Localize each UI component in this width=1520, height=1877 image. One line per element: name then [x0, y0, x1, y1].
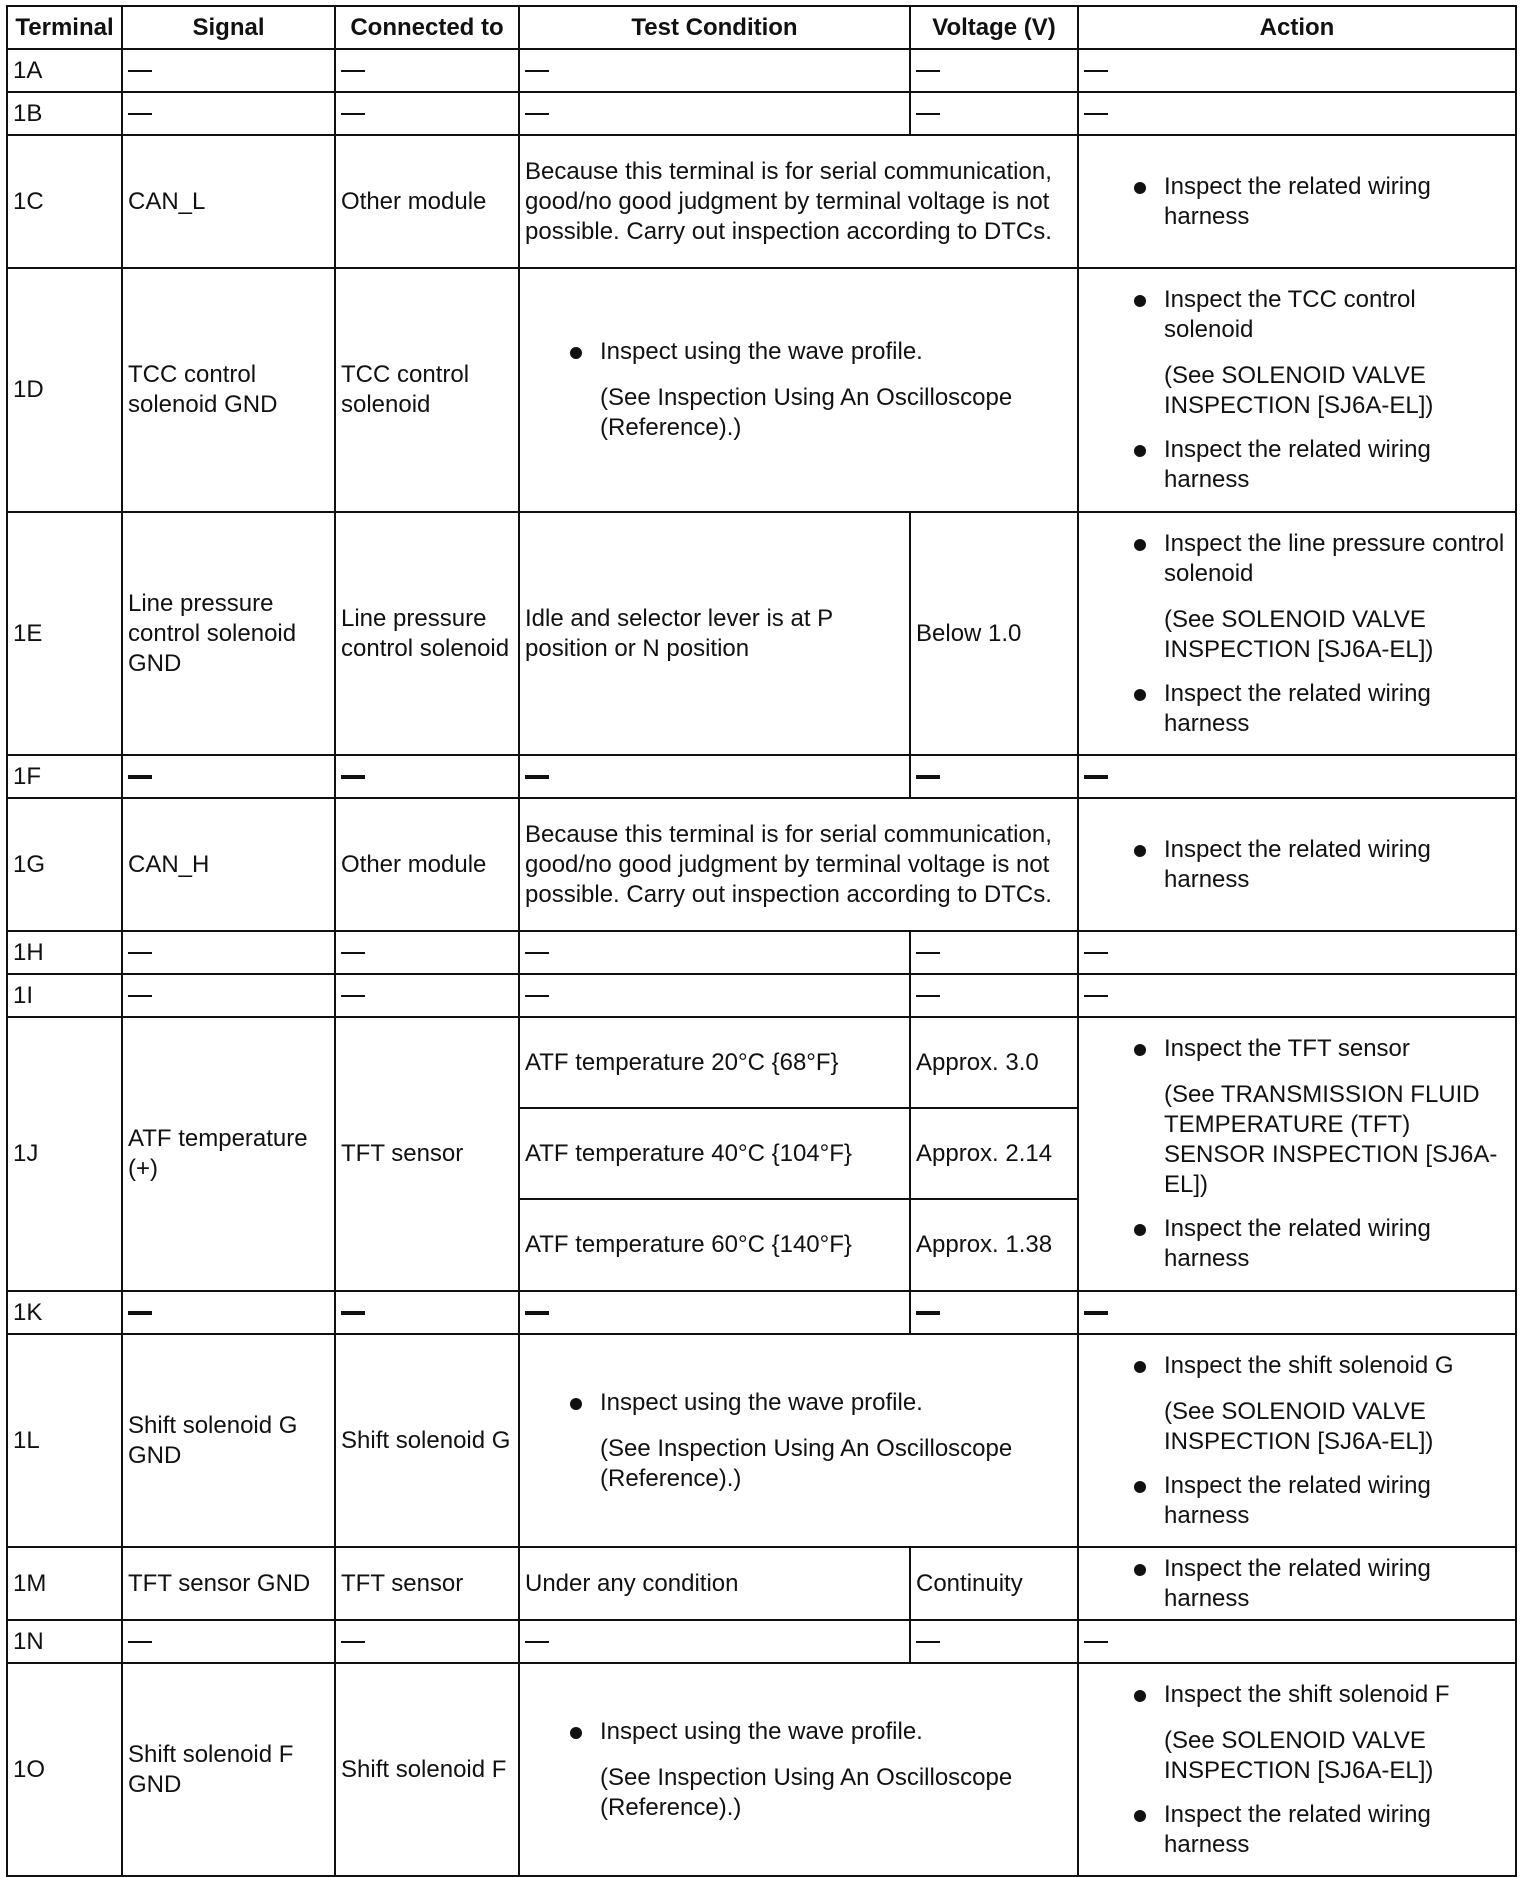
terminal-cell: 1N	[7, 1620, 122, 1663]
condition-cell: Because this terminal is for serial communication, good/no good judgment by terminal voltage is not possible. Carry out inspection according to DTCs.	[519, 135, 1078, 268]
voltage-cell	[910, 755, 1078, 798]
voltage-cell	[910, 974, 1078, 1017]
condition-cell	[519, 1620, 910, 1663]
action-list	[1084, 835, 1511, 895]
voltage-cell: Approx. 3.0	[910, 1017, 1078, 1108]
table-row	[7, 1620, 1516, 1663]
terminal-cell: 1L	[7, 1334, 122, 1547]
empty-dash	[916, 1641, 940, 1643]
header-terminal: Terminal	[7, 6, 122, 49]
empty-dash	[525, 995, 549, 997]
oscilloscope-reference: (See Inspection Using An Oscilloscope (Reference).)	[600, 1434, 1013, 1492]
empty-dash	[341, 1311, 365, 1315]
empty-dash	[916, 995, 940, 997]
action-item	[1164, 1034, 1511, 1200]
empty-dash	[916, 1311, 940, 1315]
action-cell	[1078, 1334, 1516, 1547]
terminal-cell: 1H	[7, 931, 122, 974]
table-row	[7, 135, 1516, 268]
table-row	[7, 1547, 1516, 1620]
voltage-cell: Below 1.0	[910, 512, 1078, 755]
action-cell	[1078, 268, 1516, 512]
action-item	[1164, 285, 1511, 421]
condition-cell: Under any condition	[519, 1547, 910, 1620]
connected-cell: Other module	[335, 798, 519, 931]
condition-cell	[519, 1663, 1078, 1876]
action-list	[1084, 1680, 1511, 1860]
action-text: Inspect the TCC control solenoid	[1164, 286, 1416, 343]
signal-cell: TFT sensor GND	[122, 1547, 335, 1620]
connected-cell	[335, 931, 519, 974]
action-item: Inspect the related wiring harness	[1164, 1800, 1511, 1860]
signal-cell	[122, 931, 335, 974]
condition-text: Inspect using the wave profile.	[600, 1388, 923, 1416]
empty-dash	[1084, 1311, 1108, 1315]
empty-dash	[128, 113, 152, 115]
condition-text: Inspect using the wave profile.	[600, 338, 923, 365]
connected-cell	[335, 1620, 519, 1663]
terminal-cell: 1D	[7, 268, 122, 512]
terminal-cell: 1M	[7, 1547, 122, 1620]
terminal-cell: 1C	[7, 135, 122, 268]
terminal-cell: 1F	[7, 755, 122, 798]
action-text: Inspect the TFT sensor	[1164, 1035, 1410, 1062]
signal-cell: Shift solenoid G GND	[122, 1334, 335, 1547]
solenoid-inspection-reference: (See SOLENOID VALVE INSPECTION [SJ6A-EL])	[1164, 1726, 1434, 1784]
voltage-cell: Continuity	[910, 1547, 1078, 1620]
action-item	[1164, 1351, 1511, 1457]
connected-cell	[335, 92, 519, 135]
empty-dash	[525, 70, 549, 72]
header-voltage: Voltage (V)	[910, 6, 1078, 49]
terminal-cell: 1O	[7, 1663, 122, 1876]
solenoid-inspection-reference: (See SOLENOID VALVE INSPECTION [SJ6A-EL])	[1164, 1397, 1434, 1455]
terminal-cell: 1A	[7, 49, 122, 92]
empty-dash	[916, 775, 940, 779]
voltage-cell	[910, 931, 1078, 974]
header-signal: Signal	[122, 6, 335, 49]
condition-cell: ATF temperature 40°C {104°F}	[519, 1108, 910, 1199]
condition-cell	[519, 931, 910, 974]
connected-cell: Shift solenoid F	[335, 1663, 519, 1876]
condition-item	[600, 1717, 1073, 1823]
connected-cell: TCC control solenoid	[335, 268, 519, 512]
condition-cell	[519, 49, 910, 92]
header-action: Action	[1078, 6, 1516, 49]
empty-dash	[1084, 113, 1108, 115]
tft-inspection-reference: (See TRANSMISSION FLUID TEMPERATURE (TFT) SENSOR INSPECTION [SJ6A-EL])	[1164, 1081, 1498, 1198]
empty-dash	[341, 113, 365, 115]
table-row	[7, 974, 1516, 1017]
table-row	[7, 49, 1516, 92]
connected-cell	[335, 49, 519, 92]
solenoid-inspection-reference: (See SOLENOID VALVE INSPECTION [SJ6A-EL])	[1164, 605, 1434, 663]
action-item: Inspect the related wiring harness	[1164, 835, 1511, 895]
signal-cell	[122, 49, 335, 92]
condition-list	[525, 1388, 1073, 1494]
condition-cell	[519, 268, 1078, 512]
table-row	[7, 1017, 1516, 1108]
voltage-cell: Approx. 1.38	[910, 1199, 1078, 1291]
condition-cell: ATF temperature 20°C {68°F}	[519, 1017, 910, 1108]
connected-cell: Other module	[335, 135, 519, 268]
signal-cell	[122, 1620, 335, 1663]
terminal-cell: 1B	[7, 92, 122, 135]
condition-cell	[519, 1334, 1078, 1547]
voltage-cell	[910, 1620, 1078, 1663]
connected-cell: Line pressure control solenoid	[335, 512, 519, 755]
connected-cell: TFT sensor	[335, 1017, 519, 1291]
signal-cell: Shift solenoid F GND	[122, 1663, 335, 1876]
condition-cell	[519, 755, 910, 798]
empty-dash	[341, 1641, 365, 1643]
action-item: Inspect the related wiring harness	[1164, 1471, 1511, 1531]
action-cell	[1078, 1620, 1516, 1663]
terminal-cell: 1G	[7, 798, 122, 931]
terminal-table	[6, 5, 1517, 1877]
action-item: Inspect the related wiring harness	[1164, 1554, 1511, 1614]
signal-cell	[122, 974, 335, 1017]
empty-dash	[525, 1311, 549, 1315]
table-row	[7, 931, 1516, 974]
connected-cell	[335, 1291, 519, 1334]
action-list	[1084, 1554, 1511, 1614]
signal-cell	[122, 755, 335, 798]
table-row	[7, 798, 1516, 931]
empty-dash	[341, 70, 365, 72]
signal-cell: CAN_H	[122, 798, 335, 931]
action-cell	[1078, 1547, 1516, 1620]
empty-dash	[1084, 952, 1108, 954]
action-item: Inspect the related wiring harness	[1164, 679, 1511, 739]
connected-cell: TFT sensor	[335, 1547, 519, 1620]
signal-cell: CAN_L	[122, 135, 335, 268]
action-cell	[1078, 512, 1516, 755]
condition-cell	[519, 974, 910, 1017]
condition-text: Inspect using the wave profile.	[600, 1717, 923, 1745]
solenoid-inspection-reference: (See SOLENOID VALVE INSPECTION [SJ6A-EL])	[1164, 362, 1434, 419]
action-cell	[1078, 92, 1516, 135]
action-text: Inspect the shift solenoid F	[1164, 1680, 1450, 1708]
empty-dash	[128, 1311, 152, 1315]
empty-dash	[916, 113, 940, 115]
connected-cell: Shift solenoid G	[335, 1334, 519, 1547]
table-row	[7, 1663, 1516, 1876]
terminal-cell: 1E	[7, 512, 122, 755]
action-cell	[1078, 798, 1516, 931]
action-cell	[1078, 755, 1516, 798]
condition-list	[525, 337, 1073, 443]
terminal-cell: 1K	[7, 1291, 122, 1334]
empty-dash	[341, 952, 365, 954]
action-cell	[1078, 931, 1516, 974]
empty-dash	[341, 775, 365, 779]
oscilloscope-reference: (See Inspection Using An Oscilloscope (Reference).)	[600, 384, 1013, 441]
action-list	[1084, 1351, 1511, 1531]
table-row	[7, 1291, 1516, 1334]
empty-dash	[1084, 70, 1108, 72]
signal-cell: ATF temperature (+)	[122, 1017, 335, 1291]
empty-dash	[1084, 995, 1108, 997]
condition-cell: Because this terminal is for serial communication, good/no good judgment by terminal voltage is not possible. Carry out inspection according to DTCs.	[519, 798, 1078, 931]
action-list	[1084, 1034, 1511, 1274]
signal-cell	[122, 92, 335, 135]
signal-cell: TCC control solenoid GND	[122, 268, 335, 512]
condition-list	[525, 1717, 1073, 1823]
terminal-cell: 1J	[7, 1017, 122, 1291]
action-cell	[1078, 49, 1516, 92]
action-list	[1084, 172, 1511, 232]
empty-dash	[916, 70, 940, 72]
connected-cell	[335, 974, 519, 1017]
empty-dash	[128, 952, 152, 954]
action-cell	[1078, 974, 1516, 1017]
empty-dash	[128, 775, 152, 779]
action-cell	[1078, 1663, 1516, 1876]
action-item: Inspect the related wiring harness	[1164, 435, 1511, 495]
voltage-cell: Approx. 2.14	[910, 1108, 1078, 1199]
table-row	[7, 92, 1516, 135]
condition-item	[600, 1388, 1073, 1494]
signal-cell	[122, 1291, 335, 1334]
empty-dash	[525, 952, 549, 954]
voltage-cell	[910, 49, 1078, 92]
action-text: Inspect the line pressure control solenoid	[1164, 529, 1505, 587]
empty-dash	[1084, 1641, 1108, 1643]
condition-item	[600, 337, 1073, 443]
table-row	[7, 755, 1516, 798]
voltage-cell	[910, 1291, 1078, 1334]
action-text: Inspect the shift solenoid G	[1164, 1351, 1454, 1379]
empty-dash	[525, 775, 549, 779]
empty-dash	[341, 995, 365, 997]
signal-cell: Line pressure control solenoid GND	[122, 512, 335, 755]
table-row	[7, 512, 1516, 755]
action-cell	[1078, 135, 1516, 268]
action-cell	[1078, 1017, 1516, 1291]
empty-dash	[1084, 775, 1108, 779]
terminal-cell: 1I	[7, 974, 122, 1017]
empty-dash	[525, 1641, 549, 1643]
condition-cell	[519, 1291, 910, 1334]
empty-dash	[916, 952, 940, 954]
table-row	[7, 268, 1516, 512]
voltage-cell	[910, 92, 1078, 135]
action-item	[1164, 529, 1511, 665]
action-item: Inspect the related wiring harness	[1164, 1214, 1511, 1274]
action-list	[1084, 529, 1511, 739]
oscilloscope-reference: (See Inspection Using An Oscilloscope (Reference).)	[600, 1763, 1013, 1821]
connected-cell	[335, 755, 519, 798]
empty-dash	[128, 995, 152, 997]
action-list	[1084, 285, 1511, 495]
header-test-condition: Test Condition	[519, 6, 910, 49]
empty-dash	[525, 113, 549, 115]
condition-cell	[519, 92, 910, 135]
empty-dash	[128, 70, 152, 72]
empty-dash	[128, 1641, 152, 1643]
action-cell	[1078, 1291, 1516, 1334]
header-row	[7, 6, 1516, 49]
condition-cell: ATF temperature 60°C {140°F}	[519, 1199, 910, 1291]
header-connected-to: Connected to	[335, 6, 519, 49]
action-item: Inspect the related wiring harness	[1164, 172, 1511, 232]
table-row	[7, 1334, 1516, 1547]
action-item	[1164, 1680, 1511, 1786]
condition-cell: Idle and selector lever is at P position or N position	[519, 512, 910, 755]
